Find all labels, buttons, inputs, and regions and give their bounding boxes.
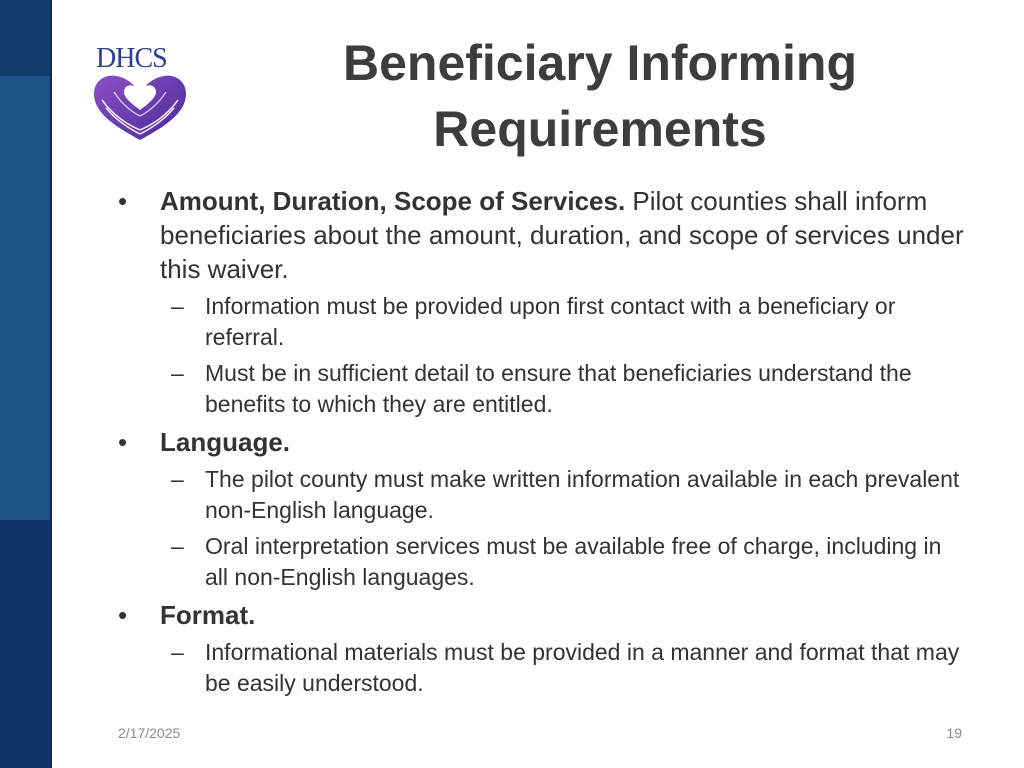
slide-body	[118, 184, 968, 704]
sub-bullet	[118, 637, 968, 699]
bullet-marker: •	[118, 600, 128, 630]
sub-bullet-text: Information must be provided upon first contact with a beneficiary or referral.	[205, 293, 896, 350]
title-line-2: Requirements	[433, 101, 767, 157]
stripe-edge	[50, 0, 52, 768]
bullet-marker: •	[118, 186, 128, 216]
sub-bullet	[118, 531, 968, 593]
sub-bullet	[118, 358, 968, 420]
heart-hands-icon	[88, 70, 192, 144]
bullet-language	[118, 425, 968, 459]
stripe-segment-top	[0, 0, 52, 76]
bullet-marker: •	[118, 427, 128, 457]
footer-date: 2/17/2025	[118, 725, 181, 741]
sub-bullet-text: Informational materials must be provided in a manner and format that may be easily understood.	[205, 639, 960, 696]
sub-bullet-text: Oral interpretation services must be available free of charge, including in all non-English languages.	[205, 533, 942, 590]
bullet-heading: Language.	[160, 427, 291, 457]
sub-bullet-text: Must be in sufficient detail to ensure that beneficiaries understand the benefits to which they are entitled.	[205, 360, 912, 417]
dash-marker: –	[171, 466, 184, 492]
logo-text: DHCS	[96, 43, 167, 74]
bullet-heading: Format.	[160, 600, 256, 630]
title-line-1: Beneficiary Informing	[343, 35, 857, 91]
slide-title	[260, 30, 940, 162]
stripe-segment-middle	[0, 76, 52, 520]
bullet-heading: Amount, Duration, Scope of Services.	[160, 186, 626, 216]
bullet-amount-duration-scope	[118, 184, 968, 286]
bullet-text: Pilot counties shall inform beneficiaries about the amount, duration, and scope of services under this waiver.	[160, 186, 964, 284]
dash-marker: –	[171, 533, 184, 559]
stripe-segment-bottom	[0, 520, 52, 768]
sub-bullet-text: The pilot county must make written information available in each prevalent non-English language.	[205, 466, 960, 523]
dash-marker: –	[171, 639, 184, 665]
dash-marker: –	[171, 293, 184, 319]
dhcs-logo	[88, 44, 198, 144]
sub-bullet	[118, 291, 968, 353]
dash-marker: –	[171, 360, 184, 386]
left-stripe-bar	[0, 0, 52, 768]
page-number: 19	[946, 725, 962, 741]
sub-bullet	[118, 464, 968, 526]
bullet-format	[118, 598, 968, 632]
